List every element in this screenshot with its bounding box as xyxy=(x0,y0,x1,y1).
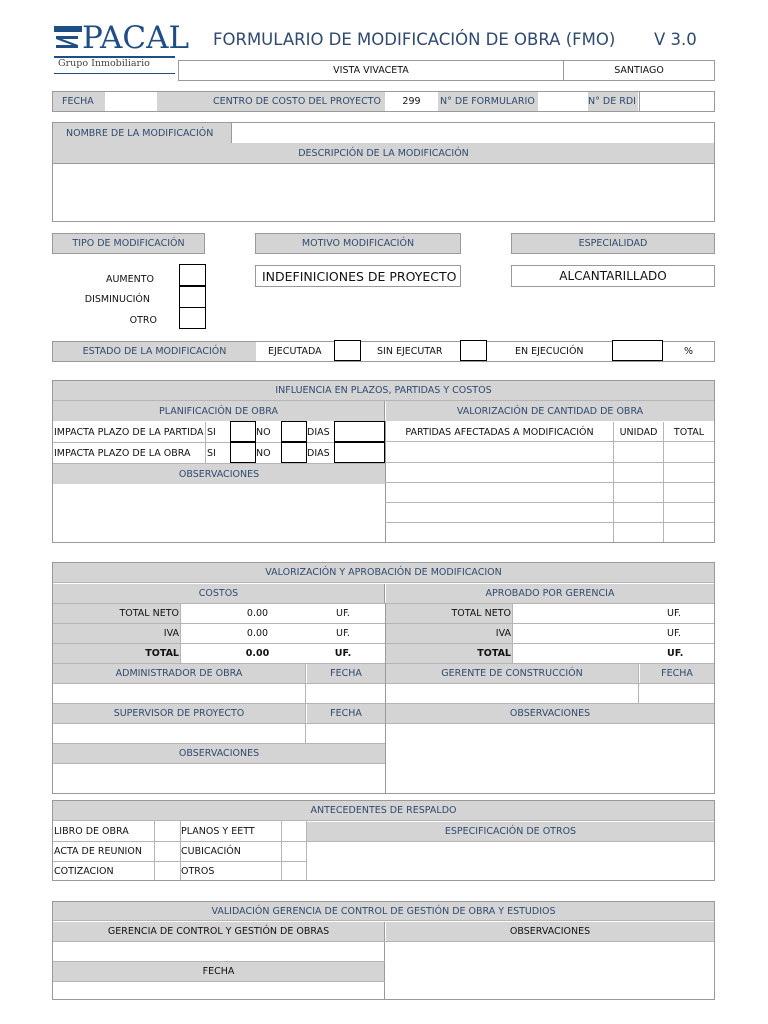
grid-v-2 xyxy=(663,441,664,542)
form-title: FORMULARIO DE MODIFICACIÓN DE OBRA (FMO) xyxy=(213,30,616,49)
gerencia-observaciones-field[interactable] xyxy=(386,724,714,793)
costo-neto-label: TOTAL NETO xyxy=(53,604,180,623)
total-header: TOTAL xyxy=(673,427,705,438)
gerente-field[interactable] xyxy=(386,684,639,703)
estado-percent-label: % xyxy=(684,346,694,357)
admin-fecha-label: FECHA xyxy=(307,664,385,683)
tipo-aumento-label: AUMENTO xyxy=(105,273,154,285)
costo-iva-label: IVA xyxy=(53,624,180,643)
aprob-neto-field[interactable] xyxy=(512,604,663,623)
obra-no-checkbox[interactable] xyxy=(281,442,307,463)
costos-observaciones-field[interactable] xyxy=(53,764,385,793)
estado-en-ejecucion-label: EN EJECUCIÓN xyxy=(515,346,584,357)
val-vline-center xyxy=(385,603,386,793)
libro-obra-checkbox[interactable] xyxy=(155,822,179,841)
aprob-total-unit: UF. xyxy=(667,648,684,659)
valorizacion-block xyxy=(52,562,715,794)
val-vline-costo xyxy=(180,603,181,663)
cotizacion-label: COTIZACION xyxy=(54,866,114,877)
impacta-partida-text: IMPACTA PLAZO DE LA PARTIDA xyxy=(54,426,204,438)
val-hline-8 xyxy=(53,743,385,744)
planificacion-title: PLANIFICACIÓN DE OBRA xyxy=(53,401,385,421)
supervisor-label: SUPERVISOR DE PROYECTO xyxy=(53,704,306,723)
aprob-neto-label: TOTAL NETO xyxy=(386,604,512,623)
ant-vline-4 xyxy=(306,821,307,880)
influencia-observaciones-field[interactable] xyxy=(53,484,385,542)
gerencia-control-field[interactable] xyxy=(53,942,385,961)
pacal-logo-mark-icon xyxy=(54,24,84,56)
motivo-label: MOTIVO MODIFICACIÓN xyxy=(255,233,461,254)
gerente-fecha-field[interactable] xyxy=(640,684,714,703)
val-vline-aprob xyxy=(512,603,513,663)
cc-field[interactable]: 299 xyxy=(385,92,438,111)
impacta-obra-no: NO xyxy=(256,448,271,459)
project-city[interactable]: SANTIAGO xyxy=(614,65,664,76)
motivo-field[interactable]: INDEFINICIONES DE PROYECTO xyxy=(255,265,461,287)
valorizacion-title: VALORIZACIÓN Y APROBACIÓN DE MODIFICACION xyxy=(53,563,714,583)
tipo-aumento-checkbox[interactable] xyxy=(179,264,206,286)
tipo-disminucion-checkbox[interactable] xyxy=(179,286,206,308)
impacta-partida-label xyxy=(53,422,206,443)
costo-iva-unit: UF. xyxy=(336,628,350,639)
grid-h-3 xyxy=(385,482,714,483)
impacta-partida-si: SI xyxy=(207,427,216,438)
logo-brand: PACAL xyxy=(82,20,190,56)
gerencia-observaciones-label: OBSERVACIONES xyxy=(386,704,714,723)
grid-h-5 xyxy=(385,522,714,523)
aprob-iva-unit: UF. xyxy=(667,628,681,639)
form-number-field[interactable] xyxy=(538,92,588,111)
modification-block xyxy=(52,122,715,222)
aprob-neto-unit: UF. xyxy=(667,608,681,619)
cotizacion-checkbox[interactable] xyxy=(155,862,179,881)
antecedentes-block xyxy=(52,800,715,881)
logo-subtitle: Grupo Inmobiliario xyxy=(58,58,150,69)
estado-label: ESTADO DE LA MODIFICACIÓN xyxy=(53,342,256,361)
influencia-title: INFLUENCIA EN PLAZOS, PARTIDAS Y COSTOS xyxy=(53,381,714,401)
estado-sin-ejecutar-label: SIN EJECUTAR xyxy=(377,346,443,357)
validacion-fecha-label: FECHA xyxy=(53,962,385,981)
tipo-label: TIPO DE MODIFICACIÓN xyxy=(52,233,205,254)
description-label: DESCRIPCIÓN DE LA MODIFICACIÓN xyxy=(53,143,714,163)
planos-label: PLANOS Y EETT xyxy=(181,826,255,837)
validacion-observaciones-field[interactable] xyxy=(386,942,714,999)
fecha-field[interactable] xyxy=(105,92,157,111)
validacion-block xyxy=(52,901,715,1000)
validacion-title: VALIDACIÓN GERENCIA DE CONTROL DE GESTIÓN DE OBRA Y ESTUDIOS xyxy=(53,902,714,921)
tipo-otro-checkbox[interactable] xyxy=(179,307,206,329)
especialidad-label: ESPECIALIDAD xyxy=(511,233,715,254)
cc-label: CENTRO DE COSTO DEL PROYECTO xyxy=(157,92,385,111)
costo-neto-unit: UF. xyxy=(336,608,350,619)
libro-obra-label: LIBRO DE OBRA xyxy=(54,826,129,837)
obra-si-checkbox[interactable] xyxy=(230,442,256,463)
admin-obra-label: ADMINISTRADOR DE OBRA xyxy=(53,664,306,683)
costo-iva-value[interactable]: 0.00 xyxy=(246,628,269,639)
aprob-iva-label: IVA xyxy=(386,624,512,643)
name-label: NOMBRE DE LA MODIFICACIÓN xyxy=(53,123,231,143)
antecedentes-title: ANTECEDENTES DE RESPALDO xyxy=(53,801,714,821)
val-hline-9 xyxy=(53,763,385,764)
aprob-iva-field[interactable] xyxy=(512,624,663,643)
ant-vline-1 xyxy=(154,821,155,880)
val-hline-7 xyxy=(53,723,714,724)
form-version: V 3.0 xyxy=(654,30,697,49)
valorizacion-cantidad-title: VALORIZACIÓN DE CANTIDAD DE OBRA xyxy=(386,401,714,421)
partidas-header: PARTIDAS AFECTADAS A MODIFICACIÓN xyxy=(386,422,614,443)
aprob-total-field[interactable] xyxy=(512,644,663,663)
form-number-label: N° DE FORMULARIO xyxy=(438,92,538,111)
aprobado-title: APROBADO POR GERENCIA xyxy=(386,584,714,603)
grid-h-2 xyxy=(385,462,714,463)
val-hline-5 xyxy=(53,683,714,684)
partidas-grid xyxy=(385,441,714,542)
acta-reunion-label: ACTA DE REUNION xyxy=(54,846,142,857)
costo-total-unit: UF. xyxy=(334,648,352,659)
costos-observaciones-label: OBSERVACIONES xyxy=(53,744,385,763)
impacta-obra-dias: DIAS xyxy=(307,448,330,459)
gerente-label: GERENTE DE CONSTRUCCIÓN xyxy=(386,664,639,683)
rdi-field[interactable] xyxy=(639,92,714,111)
costo-neto-value[interactable]: 0.00 xyxy=(246,608,269,619)
gerente-fecha-label: FECHA xyxy=(640,664,714,683)
val-hline-2 xyxy=(53,623,714,624)
aprob-total-label: TOTAL xyxy=(386,644,512,663)
impacta-partida-no: NO xyxy=(256,427,271,438)
estado-sin-ejecutar-checkbox[interactable] xyxy=(460,340,487,361)
unidad-header: UNIDAD xyxy=(614,422,664,443)
cubicacion-label: CUBICACIÓN xyxy=(181,846,241,857)
supervisor-fecha-label: FECHA xyxy=(307,704,385,723)
especificacion-otros-field[interactable] xyxy=(307,842,714,880)
id-row xyxy=(52,91,715,112)
val-hline-3 xyxy=(53,643,714,644)
impacta-obra-label xyxy=(53,443,206,464)
cubicacion-checkbox[interactable] xyxy=(282,842,306,861)
logo xyxy=(52,20,190,78)
admin-obra-field[interactable] xyxy=(53,684,306,703)
val-hline-6 xyxy=(53,703,714,704)
obra-dias-field[interactable] xyxy=(334,442,385,463)
grid-h-1 xyxy=(385,441,714,442)
impacta-obra-text: IMPACTA PLAZO DE LA OBRA xyxy=(54,447,191,459)
otros-checkbox[interactable] xyxy=(282,862,306,881)
project-name[interactable]: VISTA VIVACETA xyxy=(179,61,564,80)
partida-dias-field[interactable] xyxy=(334,421,385,442)
ant-hline-1 xyxy=(53,841,714,842)
grid-v-1 xyxy=(613,441,614,542)
ant-vline-2 xyxy=(180,821,181,880)
partida-si-checkbox[interactable] xyxy=(230,421,256,442)
especificacion-otros-label: ESPECIFICACIÓN DE OTROS xyxy=(307,822,714,841)
validacion-observaciones-label: OBSERVACIONES xyxy=(386,922,714,941)
otros-label: OTROS xyxy=(181,866,215,877)
rdi-label: N° DE RDI xyxy=(588,92,638,111)
supervisor-field[interactable] xyxy=(53,724,306,743)
validacion-fecha-field[interactable] xyxy=(53,982,385,999)
influencia-observaciones-label: OBSERVACIONES xyxy=(53,464,385,484)
project-row xyxy=(178,60,715,81)
grid-h-4 xyxy=(385,502,714,503)
description-field[interactable] xyxy=(53,163,714,221)
supervisor-fecha-field[interactable] xyxy=(307,724,385,743)
vld-hline-1 xyxy=(53,941,714,942)
estado-ejecutada-checkbox[interactable] xyxy=(334,340,361,361)
estado-ejecutada-label: EJECUTADA xyxy=(268,346,322,357)
especialidad-field[interactable]: ALCANTARILLADO xyxy=(511,265,715,287)
tipo-disminucion-label: DISMINUCIÓN xyxy=(84,293,150,305)
costos-title: COSTOS xyxy=(53,584,385,603)
acta-reunion-checkbox[interactable] xyxy=(155,842,179,861)
costo-total-label: TOTAL xyxy=(53,644,180,663)
vld-hline-3 xyxy=(53,981,385,982)
vld-hline-2 xyxy=(53,961,385,962)
fecha-label: FECHA xyxy=(53,92,105,111)
impacta-obra-si: SI xyxy=(207,448,216,459)
planos-checkbox[interactable] xyxy=(282,822,306,841)
admin-fecha-field[interactable] xyxy=(307,684,385,703)
costo-total-value[interactable]: 0.00 xyxy=(245,648,270,659)
logo-underline-2 xyxy=(54,73,175,74)
estado-en-ejecucion-field[interactable] xyxy=(612,340,663,361)
tipo-otro-label: OTRO xyxy=(129,314,157,326)
ant-vline-3 xyxy=(281,821,282,880)
val-hline-1 xyxy=(53,603,714,604)
gerencia-control-label: GERENCIA DE CONTROL Y GESTIÓN DE OBRAS xyxy=(53,922,385,941)
name-field[interactable] xyxy=(231,123,714,143)
partida-no-checkbox[interactable] xyxy=(281,421,307,442)
impacta-partida-dias: DIAS xyxy=(307,427,330,438)
